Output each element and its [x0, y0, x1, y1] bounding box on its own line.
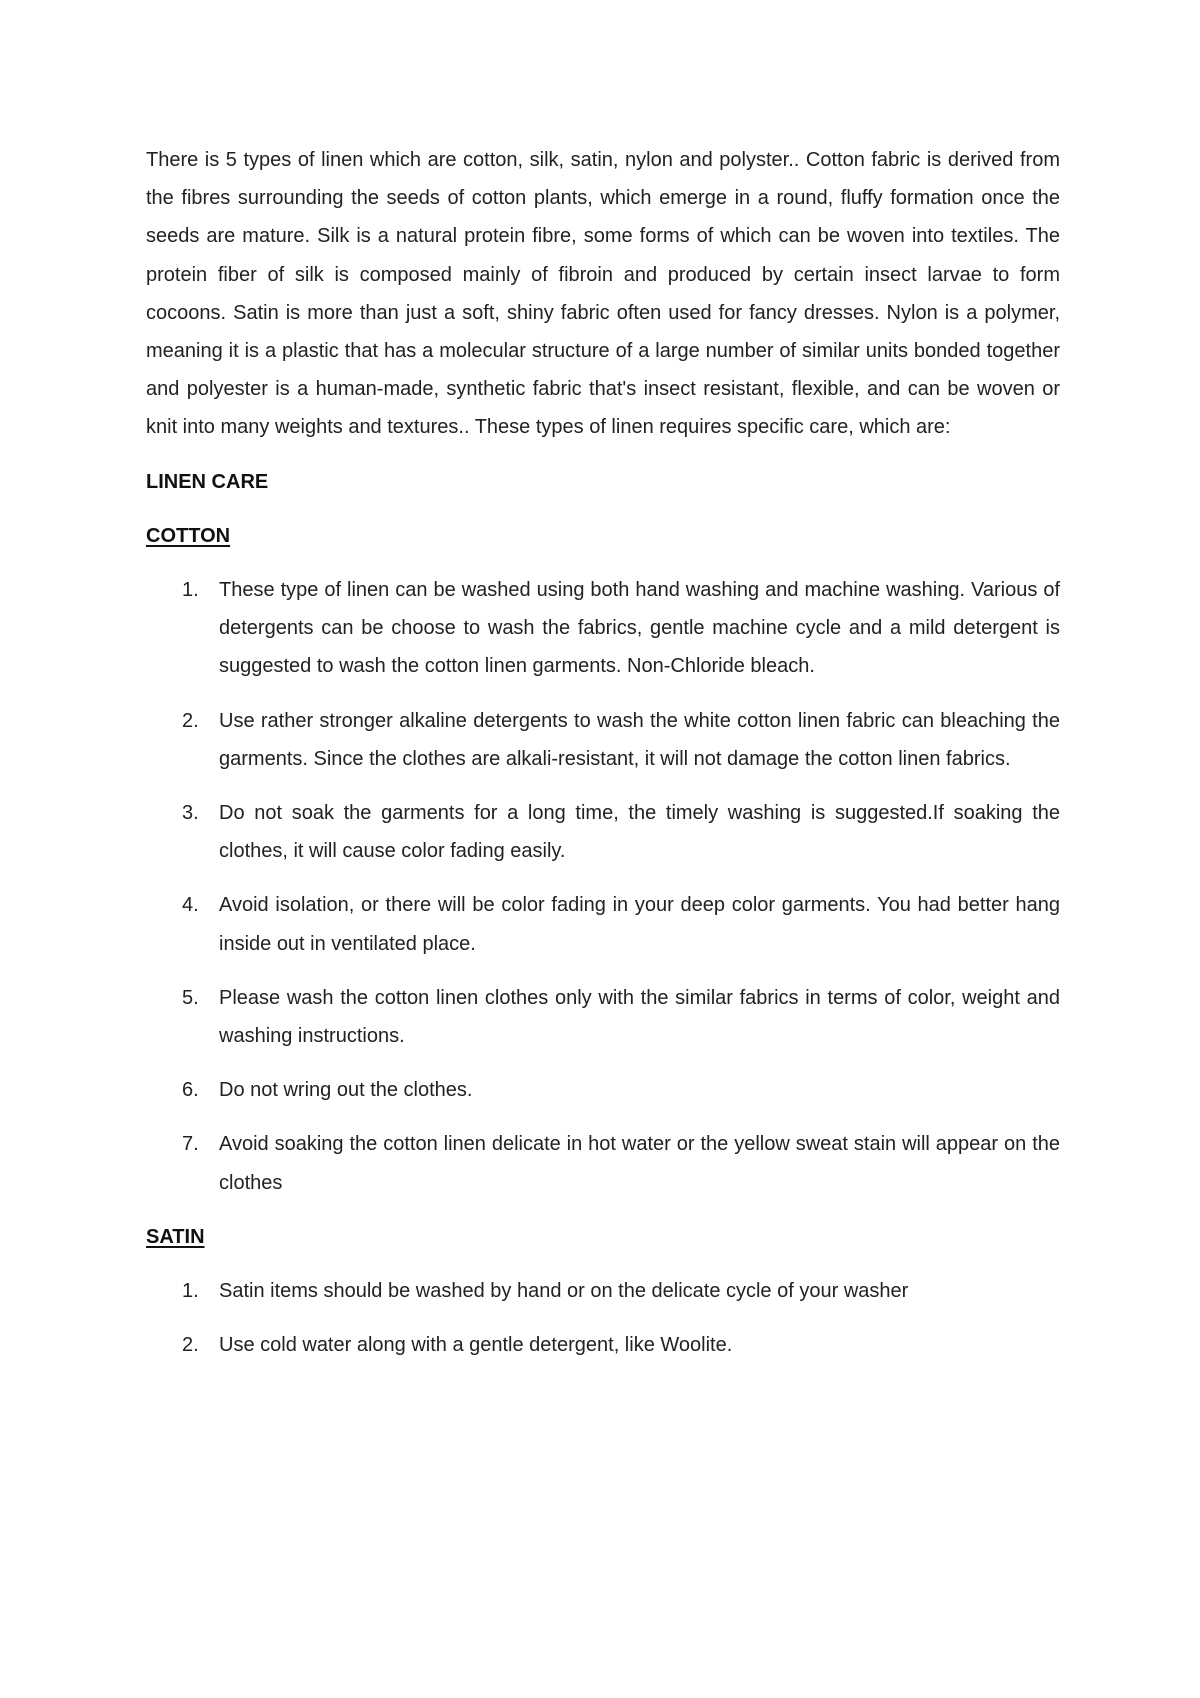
list-item-text: Please wash the cotton linen clothes only with the similar fabrics in terms of color, weight and washing instructions. [219, 986, 1060, 1048]
linen-care-heading: LINEN CARE [146, 470, 269, 493]
list-item [146, 1071, 1060, 1109]
list-item [146, 979, 1060, 1055]
satin-section [146, 1218, 1060, 1365]
list-item-text: These type of linen can be washed using both hand washing and machine washing. Various of detergents can be choose to wash the fabrics, gentle machine cycle and a mild detergent is suggested to wash the cotton linen garments. Non-Chloride bleach. [219, 579, 1060, 678]
satin-care-list [146, 1272, 1060, 1364]
list-number: 1. [182, 579, 199, 602]
list-item [146, 571, 1060, 686]
intro-paragraph: There is 5 types of linen which are cotton, silk, satin, nylon and polyster.. Cotton fabric is derived from the fibres surrounding the seeds of cotton plants, which emerge in a round, fluffy formation once the seeds are mature. Silk is a natural protein fibre, some forms of which can be woven into textiles. The protein fiber of silk is composed mainly of fibroin and produced by certain insect larvae to form cocoons. Satin is more than just a soft, shiny fabric often used for fancy dresses. Nylon is a polymer, meaning it is a plastic that has a molecular structure of a large number of similar units bonded together and polyester is a human-made, synthetic fabric that's insect resistant, flexible, and can be woven or knit into many weights and textures.. These types of linen requires specific care, which are: [146, 149, 1060, 439]
list-number: 3. [182, 802, 199, 825]
list-item-text: Do not soak the garments for a long time, the timely washing is suggested.If soaking the clothes, it will cause color fading easily. [219, 802, 1060, 863]
list-number: 5. [182, 986, 199, 1009]
cotton-heading: COTTON [146, 524, 231, 547]
satin-heading: SATIN [146, 1225, 205, 1248]
list-item-text: Use cold water along with a gentle detergent, like Woolite. [219, 1334, 733, 1357]
list-number: 2. [182, 709, 199, 732]
list-item-text: Satin items should be washed by hand or on the delicate cycle of your washer [219, 1280, 909, 1303]
list-item [146, 886, 1060, 962]
list-item [146, 702, 1060, 778]
list-item-text: Do not wring out the clothes. [219, 1079, 473, 1102]
list-number: 6. [182, 1079, 199, 1102]
list-item-text: Avoid soaking the cotton linen delicate in hot water or the yellow sweat stain will appear on the clothes [219, 1133, 1060, 1194]
document-body [146, 141, 1060, 1380]
list-number: 7. [182, 1133, 199, 1156]
list-item [146, 1125, 1060, 1201]
list-item [146, 1326, 1060, 1364]
list-number: 1. [182, 1280, 199, 1303]
cotton-section [146, 517, 1060, 1202]
list-item [146, 1272, 1060, 1310]
cotton-care-list [146, 571, 1060, 1202]
list-item [146, 794, 1060, 870]
list-item-text: Use rather stronger alkaline detergents to wash the white cotton linen fabric can bleaching the garments. Since the clothes are alkali-resistant, it will not damage the cotton linen fabrics. [219, 709, 1060, 770]
list-number: 4. [182, 894, 199, 917]
list-number: 2. [182, 1334, 199, 1357]
list-item-text: Avoid isolation, or there will be color fading in your deep color garments. You had better hang inside out in ventilated place. [219, 894, 1060, 955]
